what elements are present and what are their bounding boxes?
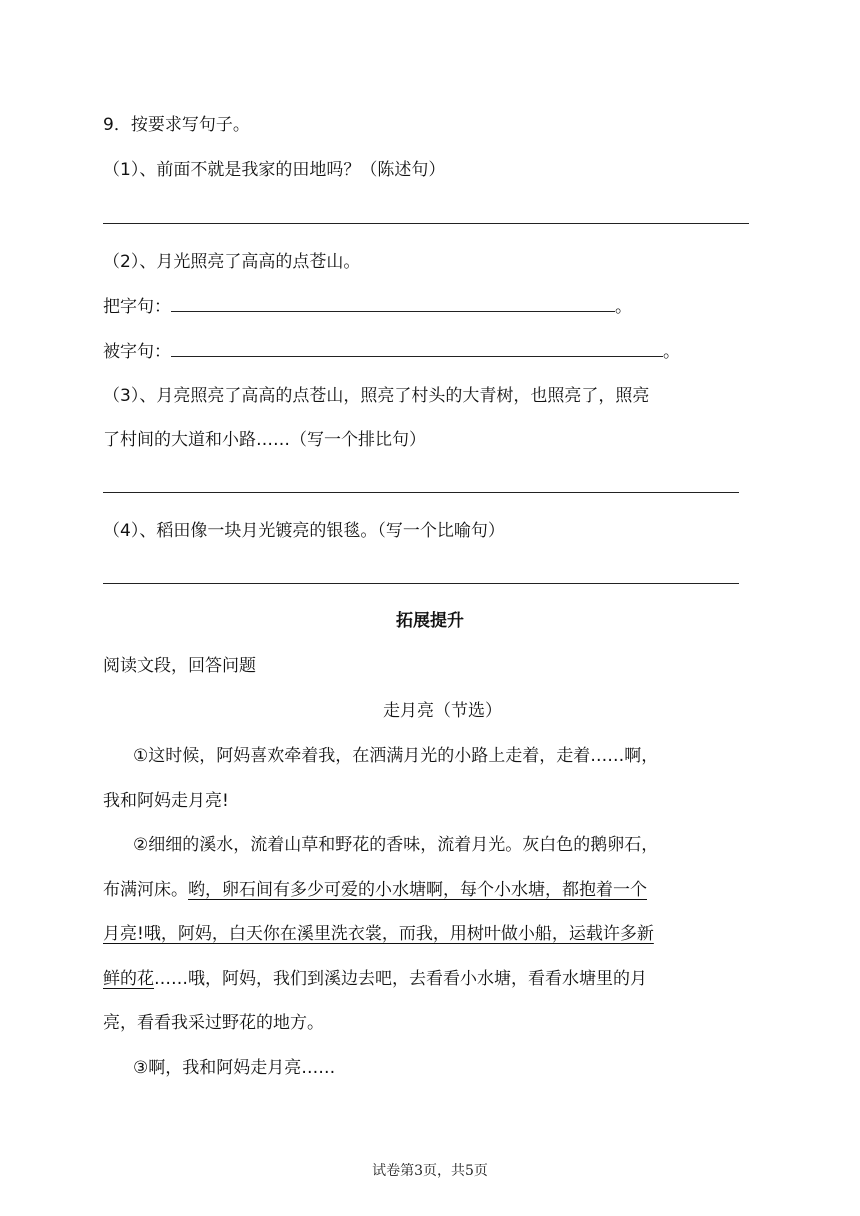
answer-line-3[interactable] [103,492,739,493]
question-9-title: 9．按要求写句子。 [103,115,250,135]
bei-sentence-blank[interactable] [171,340,663,357]
passage-paragraph-2-line-3: 月亮!哦，阿妈，白天你在溪里洗衣裳，而我，用树叶做小船，运载许多新 [103,924,654,944]
answer-line-1[interactable] [103,223,749,224]
page-footer: 试卷第3页，共5页 [372,1163,488,1179]
bei-sentence-row [103,340,680,364]
ba-sentence-blank[interactable] [171,295,615,312]
question-9-item-3-line-2: 了村间的大道和小路……（写一个排比句） [103,430,426,450]
section-heading: 拓展提升 [396,611,464,631]
bei-sentence-end-mark: 。 [663,342,680,362]
ba-sentence-label: 把字句： [103,297,171,317]
ba-sentence-end-mark: 。 [615,297,632,317]
passage-paragraph-2-line-4 [103,967,647,991]
passage-text: ……哦，阿妈，我们到溪边去吧，去看看小水塘，看看水塘里的月 [154,969,647,989]
underlined-passage-text: 鲜的花 [103,969,154,989]
underlined-passage-text: 哟，卵石间有多少可爱的小水塘啊，每个小水塘，都抱着一个 [188,880,647,900]
question-9-item-1: （1）、前面不就是我家的田地吗？（陈述句） [103,160,446,180]
ba-sentence-row [103,295,632,319]
bei-sentence-label: 被字句： [103,342,171,362]
passage-paragraph-1-line-1: ①这时候，阿妈喜欢牵着我，在洒满月光的小路上走着，走着……啊， [133,746,659,766]
reading-instruction: 阅读文段，回答问题 [103,656,256,676]
passage-paragraph-3-line-1: ③啊，我和阿妈走月亮…… [133,1058,336,1078]
passage-paragraph-2-line-2 [103,878,647,902]
question-9-item-3-line-1: （3）、月亮照亮了高高的点苍山，照亮了村头的大青树，也照亮了，照亮 [103,386,650,406]
passage-paragraph-2-line-5: 亮，看看我采过野花的地方。 [103,1013,324,1033]
question-9-item-2: （2）、月光照亮了高高的点苍山。 [103,252,361,272]
passage-text: 布满河床。 [103,880,188,900]
answer-line-4[interactable] [103,583,739,584]
question-9-item-4: （4）、稻田像一块月光镀亮的银毯。（写一个比喻句） [103,521,505,541]
passage-title: 走月亮（节选） [383,701,502,721]
passage-paragraph-2-line-1: ②细细的溪水，流着山草和野花的香味，流着月光。灰白色的鹅卵石， [133,835,659,855]
passage-paragraph-1-line-2: 我和阿妈走月亮! [103,791,229,811]
